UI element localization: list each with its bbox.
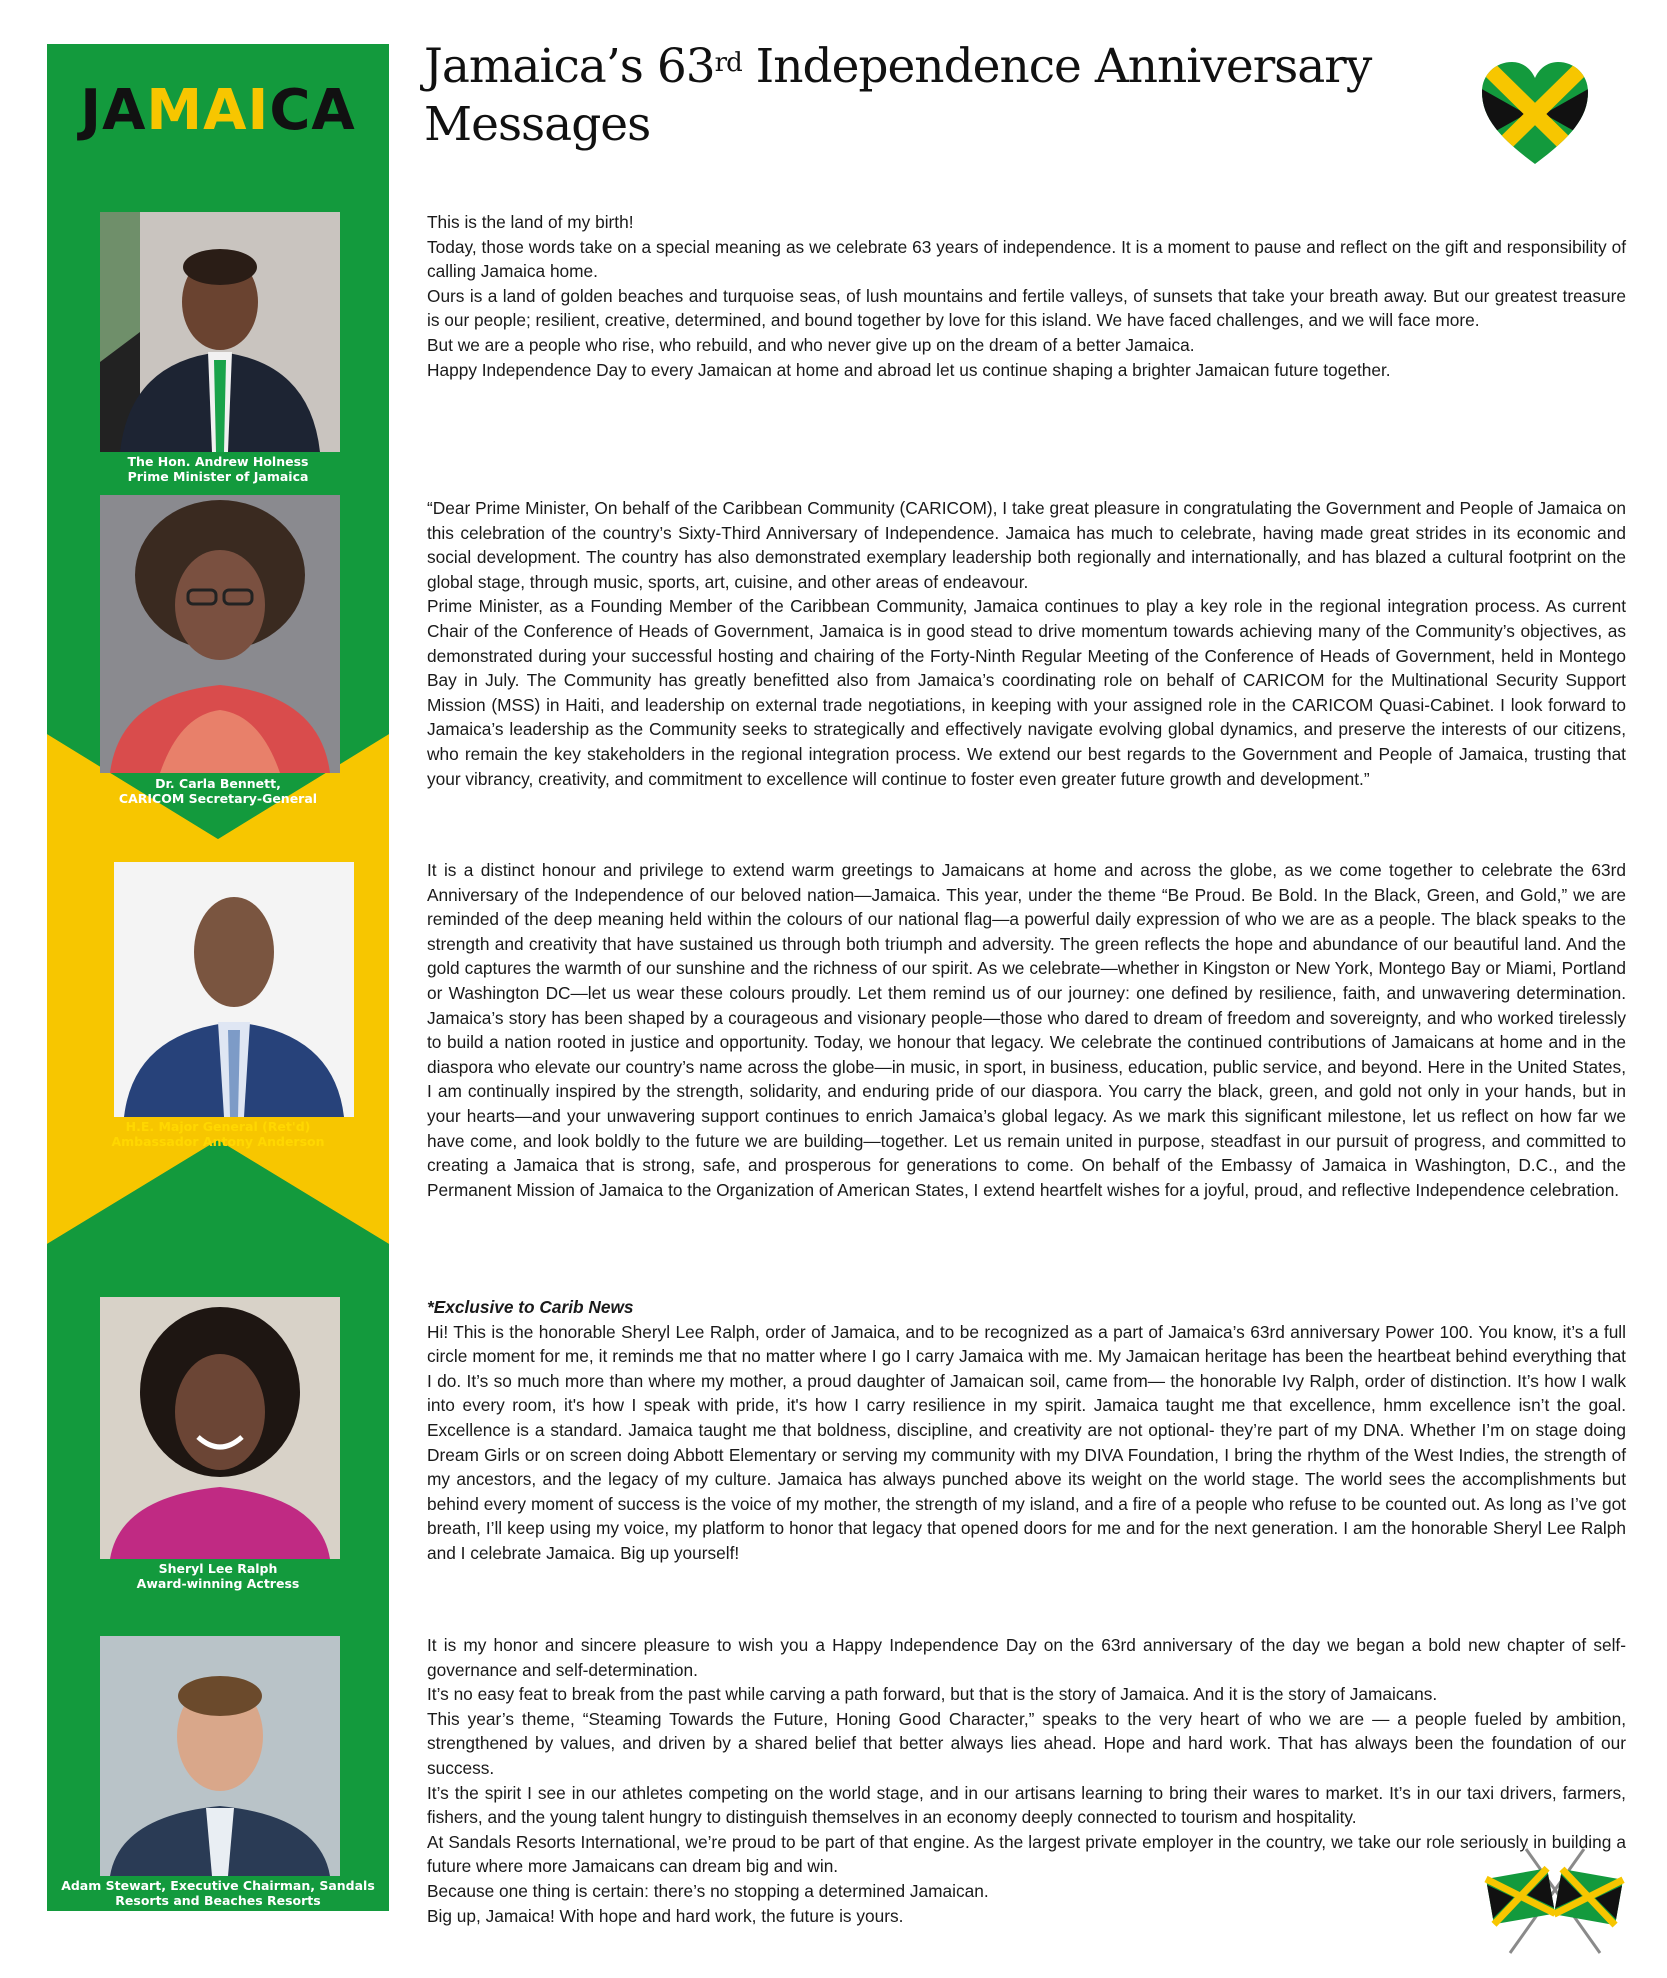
paragraph: At Sandals Resorts International, we’re proud to be part of that engine. As the largest private employer in the country, we take our role seriously in building a future where more Jamaicans can dream big and win. (427, 1831, 1626, 1877)
person-role: CARICOM Secretary-General (118, 791, 318, 806)
person-role: Resorts and Beaches Resorts (115, 1893, 321, 1908)
paragraph: This is the land of my birth! (427, 212, 634, 232)
message-anderson (427, 858, 1626, 1202)
exclusive-label: *Exclusive to Carib News (427, 1297, 634, 1317)
message-ralph (427, 1295, 1626, 1566)
paragraph: It’s the spirit I see in our athletes competing on the world stage, and in our artisans learning to bring their wares to market. It’s in our taxi drivers, farmers, fishers, and the young talent hungry to distinguish themselves in an economy deeply connected to tourism and hospitality. (427, 1782, 1626, 1828)
paragraph: Prime Minister, as a Founding Member of the Caribbean Community, Jamaica continues to play a key role in the regional integration process. As current Chair of the Conference of Heads of Government, Jamaica is in good stead to drive momentum towards achieving many of the Community’s objectives, as demonstrated during your successful hosting and chairing of the Forty-Ninth Regular Meeting of the Conference of Heads of Government, held in Montego Bay in July. The Community has greatly benefitted also from Jamaica’s coordinating role on behalf of CARICOM for the Multinational Security Support Mission (MSS) in Haiti, and leadership on external trade negotiations, in keeping with your assigned role in the CARICOM Quasi-Cabinet. I look forward to Jamaica’s leadership as the Community seeks to strategically and effectively navigate evolving global dynamics, and preserve the interests of our citizens, who remain the key stakeholders in the regional integration process. We extend our best regards to the Government and People of Jamaica, trusting that your vibrancy, creativity, and commitment to excellence will continue to foster even greater future growth and development.” (427, 596, 1626, 789)
paragraph: It’s no easy feat to break from the past while carving a path forward, but that is the story of Jamaica. And it is the story of Jamaicans. (427, 1684, 1438, 1705)
paragraph: This year’s theme, “Steaming Towards the Future, Honing Good Character,” speaks to the very heart of who we are — a people fueled by ambition, strengthened by values, and driven by a shared belief that better always lies ahead. Hope and hard work. That has always been the foundation of our success. (427, 1708, 1626, 1778)
message-stewart (427, 1633, 1626, 1928)
person-role: Award-winning Actress (136, 1576, 300, 1591)
paragraph: But we are a people who rise, who rebuild, and who never give up on the dream of a better Jamaica. (427, 334, 1195, 355)
caption-stewart (47, 1878, 389, 1908)
paragraph: Because one thing is certain: there’s no stopping a determined Jamaican. (427, 1880, 989, 1901)
person-role: Prime Minister of Jamaica (127, 469, 309, 484)
person-name: Dr. Carla Bennett, (155, 776, 281, 791)
paragraph: It is a distinct honour and privilege to extend warm greetings to Jamaicans at home and across the globe, as we come together to celebrate the 63rd Anniversary of the Independence of our beloved nation—Jamaica. This year, under the theme “Be Proud. Be Bold. In the Black, Green, and Gold,” we are reminded of the deep meaning held within the colours of our national flag—a powerful daily expression of who we are as a people. The black speaks to the strength and creativity that have sustained us through both triumph and adversity. The green reflects the hope and abundance of our beautiful land. And the gold captures the warmth of our sunshine and the richness of our spirit. As we celebrate—whether in Kingston or New York, Montego Bay or Miami, Portland or Washington DC—let us wear these colours proudly. Let them remind us of our journey: one defined by resilience, faith, and unwavering determination. Jamaica’s story has been shaped by a courageous and visionary people—those who dared to dream of freedom and sovereignty, and who worked tirelessly to build a nation rooted in justice and opportunity. Today, we honour that legacy. We celebrate the continued contributions of Jamaicans at home and in the diaspora who elevate our country’s name across the globe—in music, in sport, in business, education, public service, and beyond. Here in the United States, I am continually inspired by the strength, solidarity, and enduring pride of our diaspora. You carry the black, green, and gold not only in your hands, but in your hearts—and your unwavering support continues to enrich Jamaica’s global legacy. As we mark this significant milestone, let us reflect on how far we have come, and look boldly to the future we are building—together. Let us remain united in purpose, steadfast in our pursuit of progress, and committed to creating a Jamaica that is strong, safe, and prosperous for generations to come. On behalf of the Embassy of Jamaica in Washington, D.C., and the Permanent Mission of Jamaica to the Organization of American States, I extend heartfelt wishes for a joyful, proud, and reflective Independence celebration. (427, 860, 1626, 1200)
paragraph: “Dear Prime Minister, On behalf of the Caribbean Community (CARICOM), I take great pleasure in congratulating the Government and People of Jamaica on this celebration of the country’s Sixty-Third Anniversary of Independence. Jamaica has much to celebrate, having made great strides in its economic and social development. The country has also demonstrated exemplary leadership both regionally and internationally, and has blazed a cultural footprint on the global stage, through music, sports, art, cuisine, and other areas of endeavour. (427, 498, 1626, 592)
paragraph: Hi! This is the honorable Sheryl Lee Ralph, order of Jamaica, and to be recognized as a part of Jamaica’s 63rd anniversary Power 100. You know, it’s a full circle moment for me, it reminds me that no matter where I go I carry Jamaica with me. My Jamaican heritage has been the heartbeat behind everything that I do. It’s so much more than where my mother, a proud daughter of Jamaican soil, came from— the honorable Ivy Ralph, order of distinction. It’s how I walk into every room, it's how I speak with pride, it's how I carry resilience in my spirit. Jamaica taught me that excellence, hmm excellence isn’t the goal. Excellence is a standard. Jamaica taught me that boldness, discipline, and creativity are not optional- they’re part of my DNA. Whether I’m on stage doing Dream Girls or on screen doing Abbott Elementary or serving my community with my DIVA Foundation, I bring the rhythm of the West Indies, the strength of my ancestors, and the legacy of my culture. Jamaica has always punched above its weight on the world stage. The world sees the accomplishments but behind every moment of success is the voice of my mother, the strength of my island, and a fire of a people who refuse to be counted out. As long as I’ve got breath, I’ll keep using my voice, my platform to honor that legacy that opened doors for me and for the next generation. I am the honorable Sheryl Lee Ralph and I celebrate Jamaica. Big up yourself! (427, 1321, 1626, 1563)
portrait-carla-bennett (100, 495, 340, 773)
person-name: Adam Stewart, Executive Chairman, Sandals (61, 1878, 375, 1893)
paragraph: Happy Independence Day to every Jamaican at home and abroad let us continue shaping a brighter Jamaican future together. (427, 359, 1391, 380)
paragraph: It is my honor and sincere pleasure to wish you a Happy Independence Day on the 63rd anniversary of the day we began a bold new chapter of self-governance and self-determination. (427, 1635, 1626, 1680)
message-bennett (427, 496, 1626, 791)
sidebar-banner (47, 44, 389, 1911)
paragraph: Ours is a land of golden beaches and turquoise seas, of lush mountains and fertile valleys, of sunsets that take your breath away. But our greatest treasure is our people; resilient, creative, determined, and bound together by love for this island. We have faced challenges, and we will face more. (427, 285, 1626, 331)
portrait-adam-stewart (100, 1636, 340, 1876)
message-holness (427, 210, 1626, 382)
caption-anderson (47, 1119, 389, 1149)
page-title: Jamaica’s 63rd Independence Anniversary Messages (424, 39, 1372, 152)
paragraph: Today, those words take on a special meaning as we celebrate 63 years of independence. It is a moment to pause and reflect on the gift and responsibility of calling Jamaica home. (427, 236, 1626, 282)
portrait-sheryl-lee-ralph (100, 1297, 340, 1559)
portrait-antony-anderson (114, 862, 354, 1117)
paragraph: Big up, Jamaica! With hope and hard work, the future is yours. (427, 1905, 904, 1926)
caption-ralph (47, 1561, 389, 1591)
caption-holness (47, 454, 389, 484)
jamaica-flag-heart-icon (1480, 60, 1590, 168)
caption-bennett (47, 776, 389, 806)
crossed-jamaica-flags-icon (1480, 1845, 1630, 1957)
person-name: The Hon. Andrew Holness (127, 454, 309, 469)
person-name: H.E. Major General (Ret'd) (125, 1119, 311, 1134)
person-role: Ambassador Antony Anderson (111, 1134, 325, 1149)
person-name: Sheryl Lee Ralph (158, 1561, 278, 1576)
portrait-andrew-holness (100, 212, 340, 452)
jamaica-logo: JAMAICA (80, 78, 356, 143)
